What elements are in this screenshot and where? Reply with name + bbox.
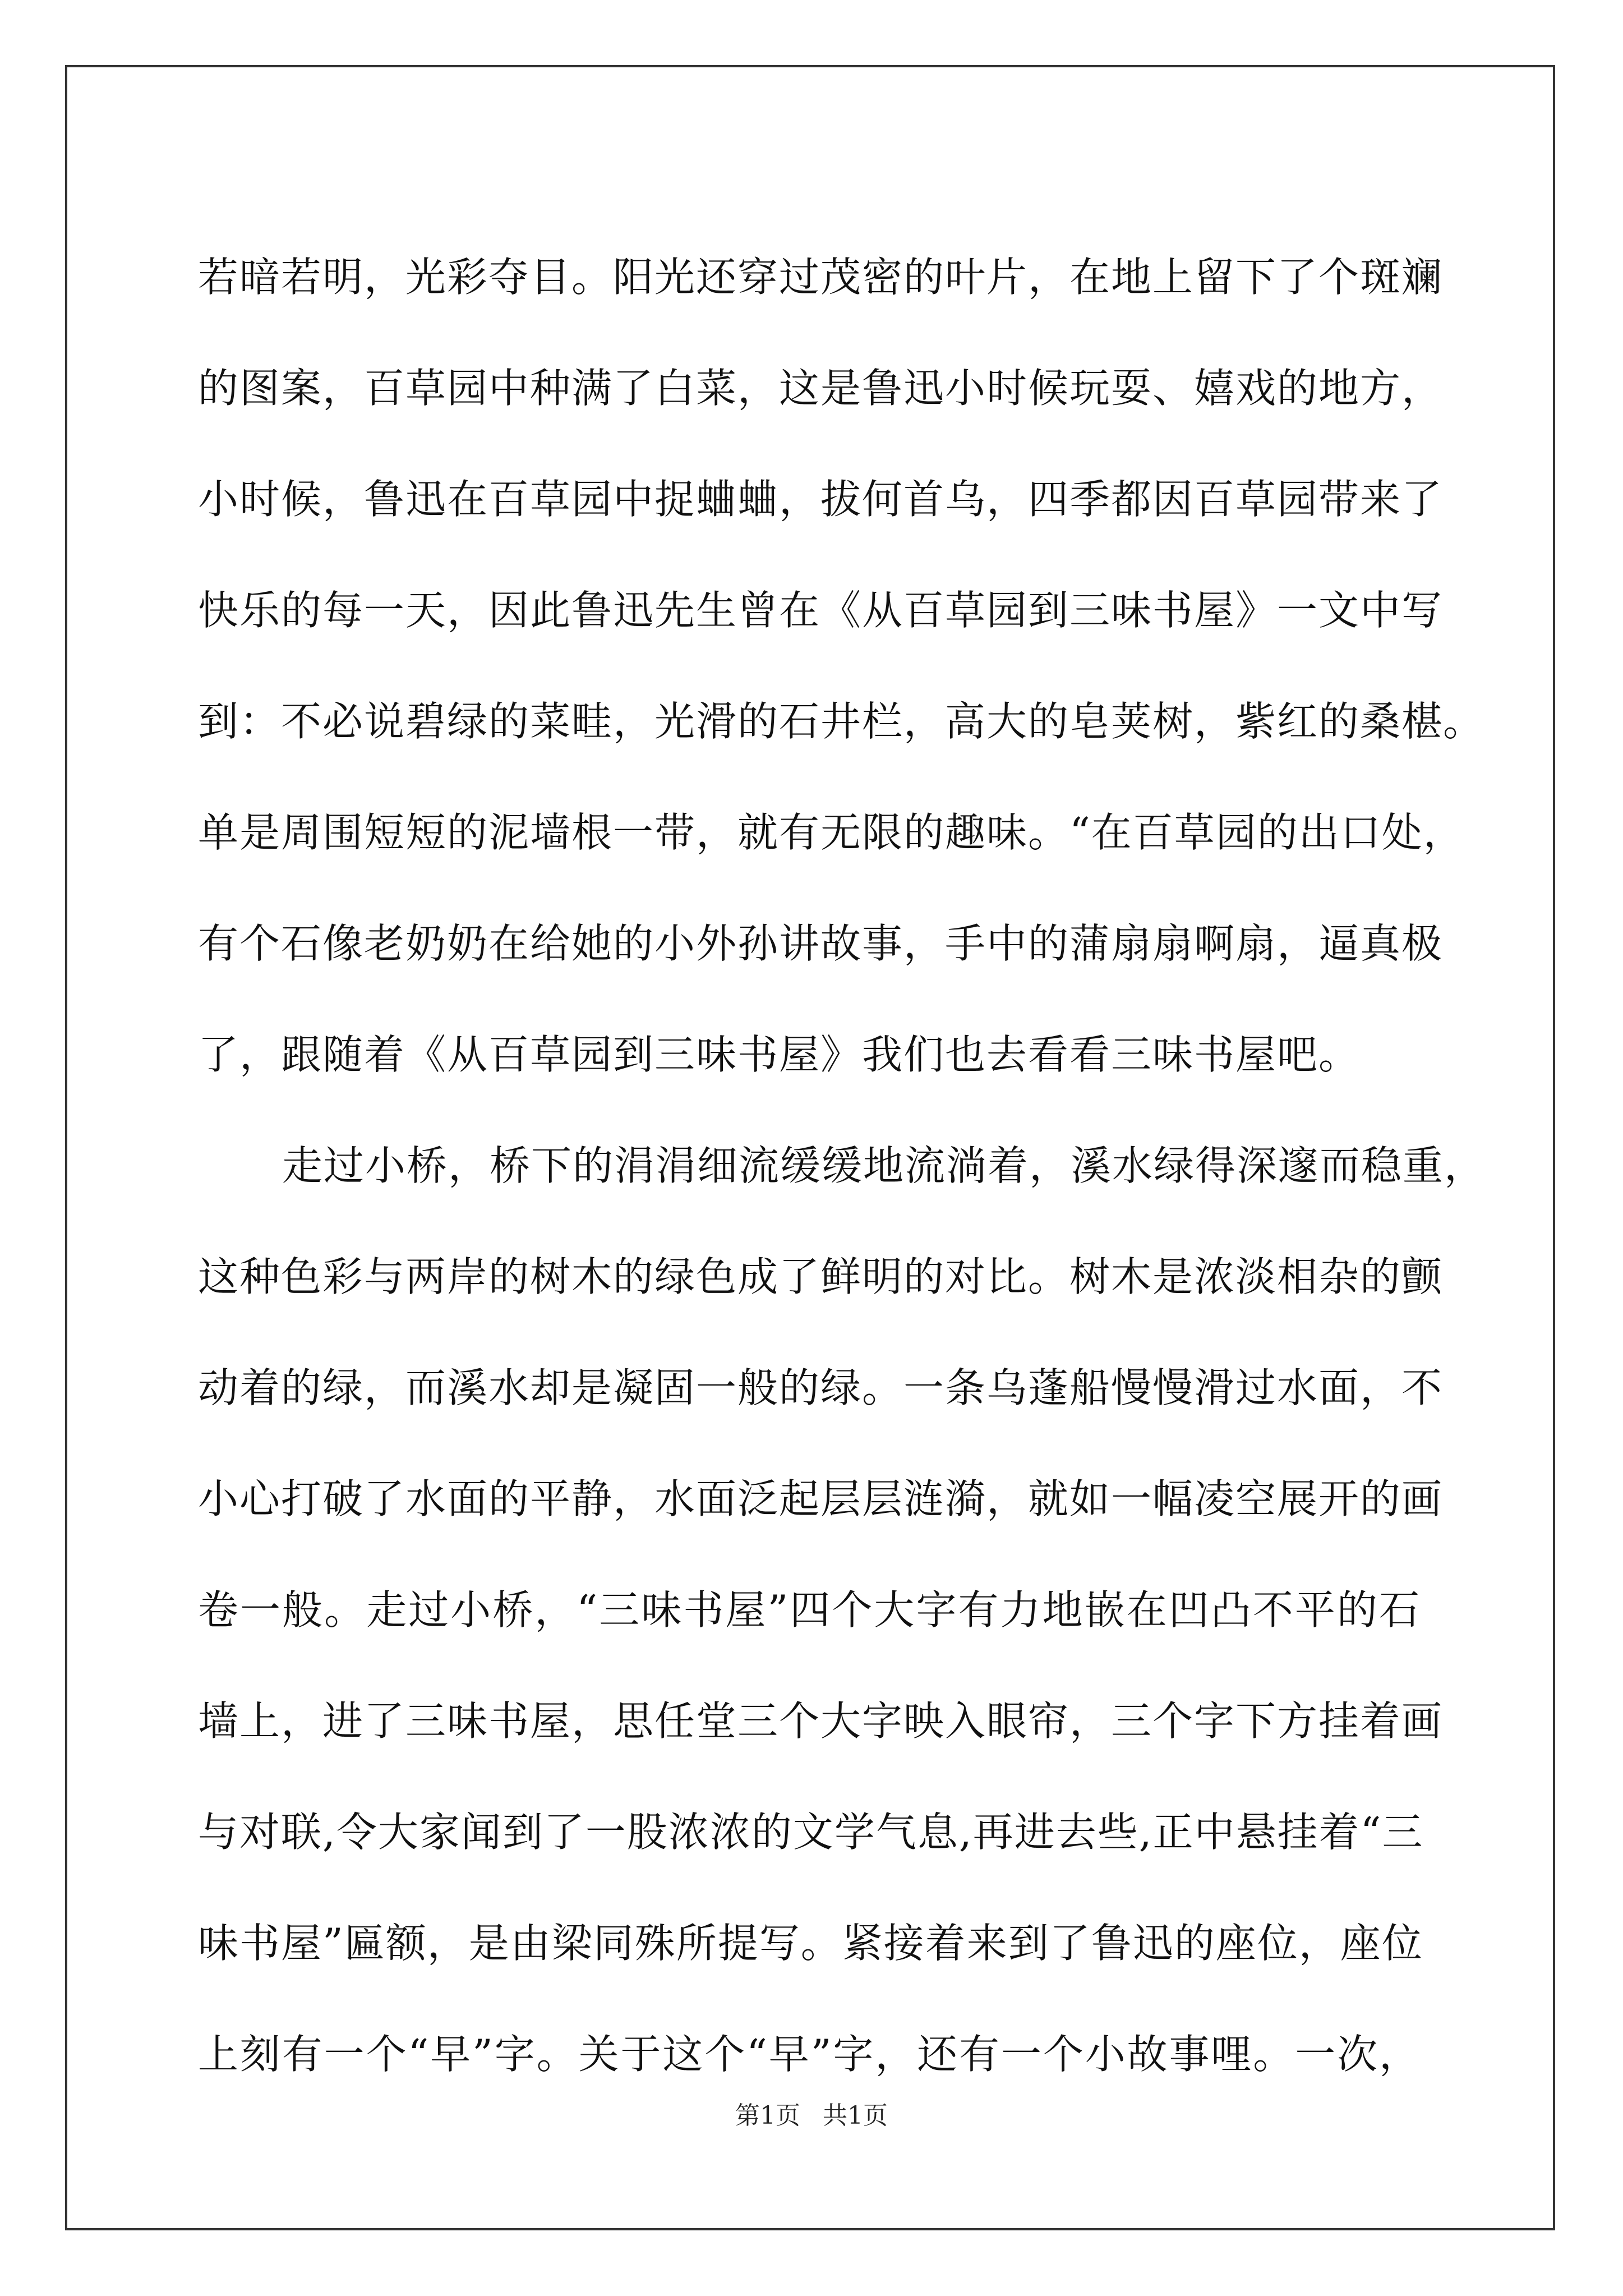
- page-total: 共1页: [823, 2101, 888, 2130]
- text-line: 有个石像老奶奶在给她的小外孙讲故事，手中的蒲扇扇啊扇，逼真极: [198, 920, 1444, 967]
- text-line-last: 了，跟随着《从百草园到三味书屋》我们也去看看三味书屋吧。: [198, 1031, 1361, 1078]
- text-line: 小时候，鲁迅在百草园中捉蛐蛐，拔何首乌，四季都因百草园带来了: [198, 476, 1444, 523]
- text-line-indented: 走过小桥，桥下的涓涓细流缓缓地流淌着，溪水绿得深邃而稳重，: [282, 1142, 1486, 1189]
- text-line: 若暗若明，光彩夺目。阳光还穿过茂密的叶片，在地上留下了个斑斓: [198, 254, 1444, 301]
- page-footer: [0, 2099, 1623, 2133]
- text-line: 的图案，百草园中种满了白菜，这是鲁迅小时候玩耍、嬉戏的地方，: [198, 365, 1444, 412]
- text-line: 小心打破了水面的平静，水面泛起层层涟漪，就如一幅凌空展开的画: [198, 1475, 1444, 1522]
- text-line: 单是周围短短的泥墙根一带，就有无限的趣味。“在百草园的出口处，: [198, 809, 1465, 856]
- text-line: 快乐的每一天，因此鲁迅先生曾在《从百草园到三味书屋》一文中写: [198, 587, 1444, 634]
- text-line: 与对联,令大家闻到了一股浓浓的文学气息,再进去些,正中悬挂着“三: [198, 1809, 1424, 1856]
- text-line: 上刻有一个“早”字。关于这个“早”字，还有一个小故事哩。一次，: [198, 2031, 1421, 2078]
- text-line: 墙上，进了三味书屋，思任堂三个大字映入眼帘，三个字下方挂着画: [198, 1697, 1444, 1745]
- text-line: 到：不必说碧绿的菜畦，光滑的石井栏，高大的皂荚树，紫红的桑椹。: [198, 698, 1485, 745]
- text-line: 味书屋”匾额，是由梁同殊所提写。紧接着来到了鲁迅的座位，座位: [198, 1920, 1423, 1967]
- text-line: 卷一般。走过小桥，“三味书屋”四个大字有力地嵌在凹凸不平的石: [198, 1586, 1421, 1634]
- text-line: 动着的绿，而溪水却是凝固一般的绿。一条乌蓬船慢慢滑过水面，不: [198, 1364, 1444, 1411]
- page-number: 第1页: [735, 2101, 800, 2130]
- text-line: 这种色彩与两岸的树木的绿色成了鲜明的对比。树木是浓淡相杂的颤: [198, 1253, 1444, 1300]
- document-body: [198, 222, 1486, 2110]
